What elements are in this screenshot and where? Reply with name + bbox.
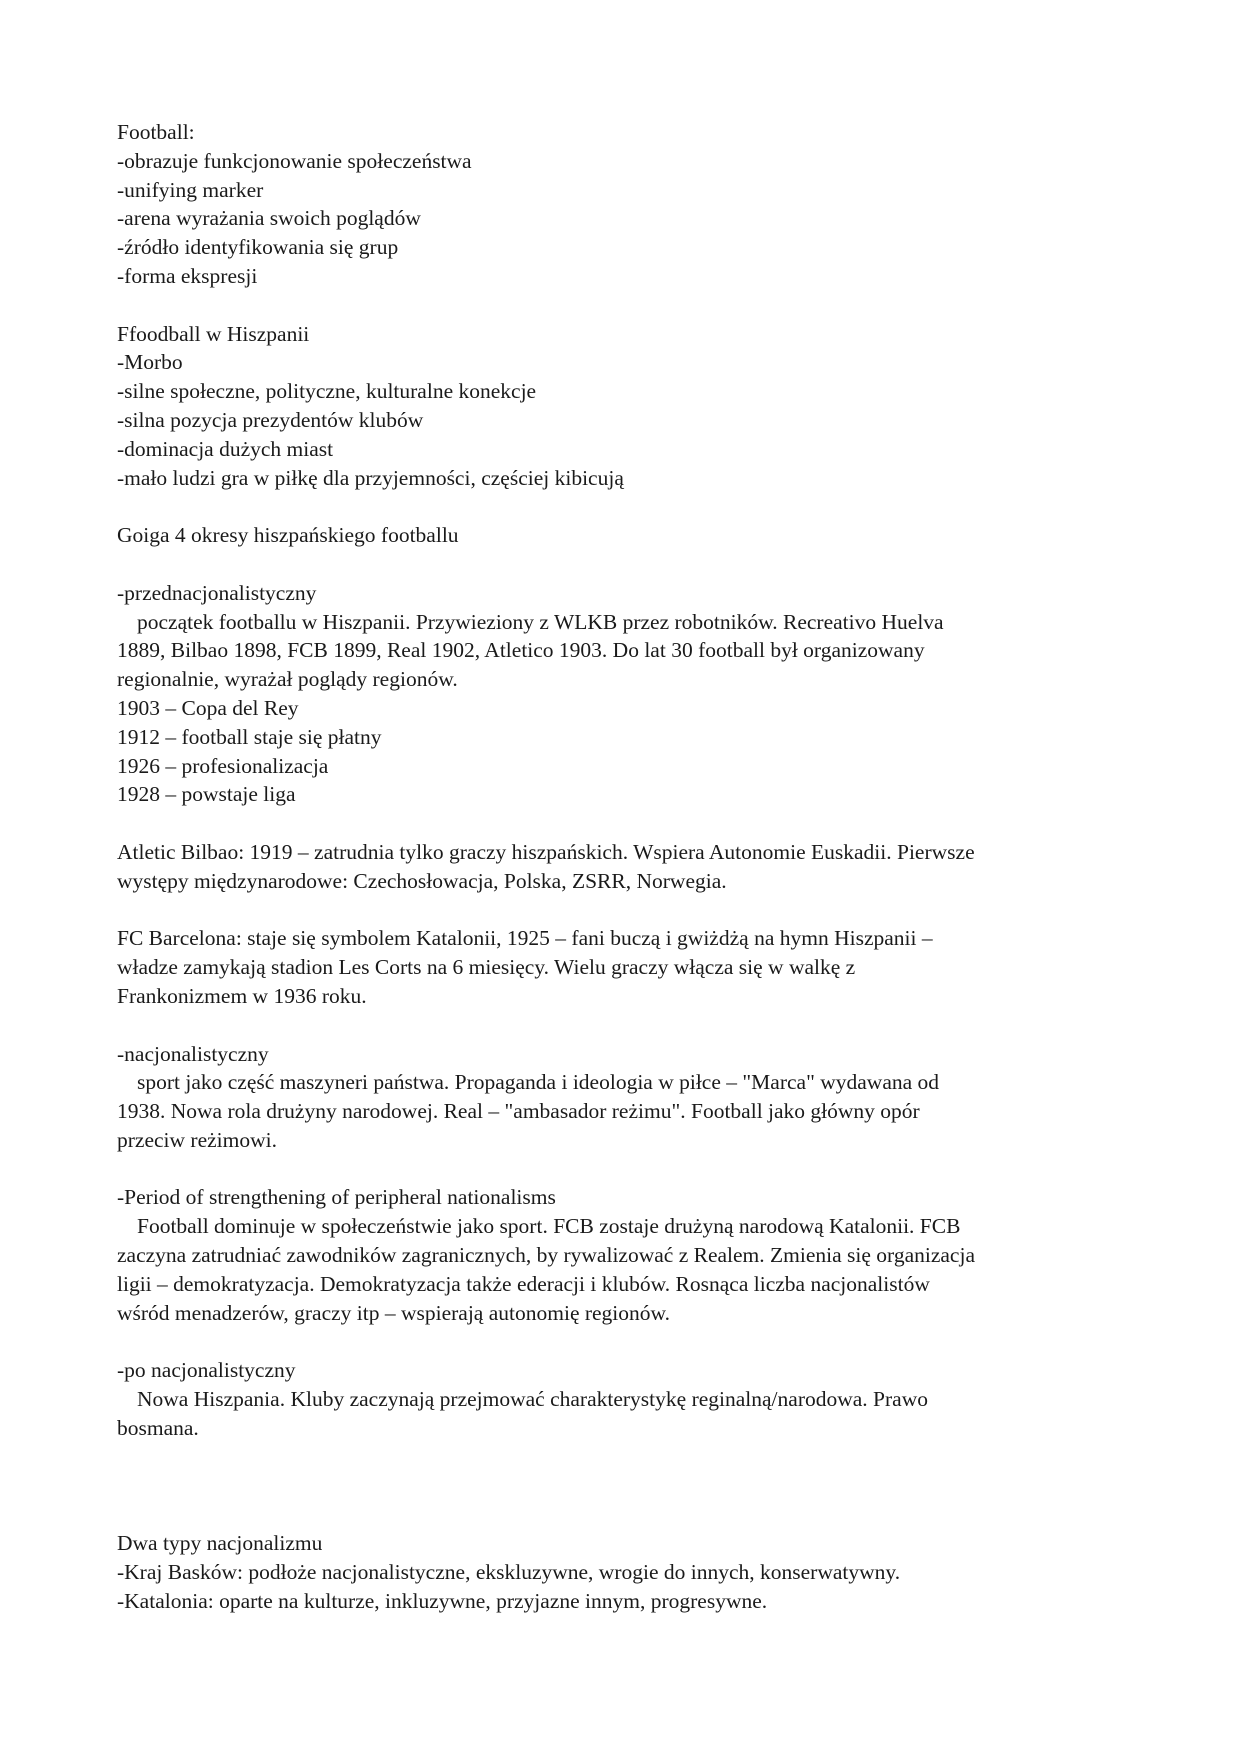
list-item: -dominacja dużych miast bbox=[117, 436, 334, 461]
spacer bbox=[117, 809, 1127, 838]
spacer bbox=[117, 896, 1127, 925]
spacer bbox=[117, 1155, 1127, 1184]
period-heading: -nacjonalistyczny bbox=[117, 1041, 269, 1066]
document-page bbox=[117, 118, 1127, 1615]
paragraph-line: ligii – demokratyzacja. Demokratyzacja także ederacji i klubów. Rosnąca liczba nacjonalistów bbox=[117, 1271, 930, 1296]
periods-title: Goiga 4 okresy hiszpańskiego footballu bbox=[117, 523, 459, 548]
date-item: 1928 – powstaje liga bbox=[117, 782, 296, 807]
list-item: -źródło identyfikowania się grup bbox=[117, 235, 399, 260]
period-heading: -przednacjonalistyczny bbox=[117, 580, 317, 605]
barcelona-paragraph bbox=[117, 924, 1127, 1010]
intro-section bbox=[117, 118, 1127, 291]
paragraph-line: Frankonizmem w 1936 roku. bbox=[117, 983, 367, 1008]
spacer bbox=[117, 492, 1127, 521]
peripheral-section bbox=[117, 1183, 1127, 1327]
list-item: -obrazuje funkcjonowanie społeczeństwa bbox=[117, 148, 472, 173]
list-item: -forma ekspresji bbox=[117, 263, 258, 288]
spain-heading: Ffoodball w Hiszpanii bbox=[117, 321, 310, 346]
paragraph-line: 1889, Bilbao 1898, FCB 1899, Real 1902, Atletico 1903. Do lat 30 football był organizowany bbox=[117, 638, 925, 663]
post-nationalist-section bbox=[117, 1356, 1127, 1442]
paragraph-line: FC Barcelona: staje się symbolem Katalonii, 1925 – fani buczą i gwiżdżą na hymn Hiszpanii – bbox=[117, 926, 933, 951]
period-heading: -Period of strengthening of peripheral nationalisms bbox=[117, 1185, 556, 1210]
spacer bbox=[117, 550, 1127, 579]
period-heading: -po nacjonalistyczny bbox=[117, 1358, 296, 1383]
nationalism-types-section bbox=[117, 1529, 1127, 1615]
spain-section bbox=[117, 320, 1127, 493]
list-item: -mało ludzi gra w piłkę dla przyjemności, częściej kibicują bbox=[117, 465, 624, 490]
spacer bbox=[117, 291, 1127, 320]
list-item: -unifying marker bbox=[117, 177, 264, 202]
list-item: -arena wyrażania swoich poglądów bbox=[117, 206, 421, 231]
spacer bbox=[117, 1327, 1127, 1356]
paragraph-line: bosmana. bbox=[117, 1415, 199, 1440]
paragraph-line: Atletic Bilbao: 1919 – zatrudnia tylko graczy hiszpańskich. Wspiera Autonomie Euskadii. Pierwsze bbox=[117, 839, 975, 864]
intro-heading: Football: bbox=[117, 120, 195, 144]
paragraph-line: władze zamykają stadion Les Corts na 6 miesięcy. Wielu graczy włącza się w walkę z bbox=[117, 955, 856, 980]
paragraph-line: regionalnie, wyrażał poglądy regionów. bbox=[117, 667, 458, 692]
spacer bbox=[117, 1443, 1127, 1501]
list-item: -silne społeczne, polityczne, kulturalne konekcje bbox=[117, 379, 537, 404]
date-item: 1903 – Copa del Rey bbox=[117, 695, 299, 720]
paragraph-line: Football dominuje w społeczeństwie jako sport. FCB zostaje drużyną narodową Katalonii. FCB bbox=[137, 1214, 961, 1239]
paragraph-line: zaczyna zatrudniać zawodników zagranicznych, by rywalizować z Realem. Zmienia się organizacja bbox=[117, 1243, 975, 1268]
pre-nationalist-section bbox=[117, 579, 1127, 809]
paragraph-line: wśród menadzerów, graczy itp – wspierają autonomię regionów. bbox=[117, 1300, 671, 1325]
list-item: -Kraj Basków: podłoże nacjonalistyczne, ekskluzywne, wrogie do innych, konserwatywny. bbox=[117, 1559, 901, 1584]
paragraph-line: przeciw reżimowi. bbox=[117, 1127, 277, 1152]
paragraph-line: początek footballu w Hiszpanii. Przywieziony z WLKB przez robotników. Recreativo Huelva bbox=[137, 609, 944, 634]
spacer bbox=[117, 1011, 1127, 1040]
date-item: 1926 – profesionalizacja bbox=[117, 753, 329, 778]
paragraph-line: występy międzynarodowe: Czechosłowacja, Polska, ZSRR, Norwegia. bbox=[117, 868, 727, 893]
list-item: -Morbo bbox=[117, 350, 183, 375]
date-item: 1912 – football staje się płatny bbox=[117, 724, 382, 749]
list-item: -Katalonia: oparte na kulturze, inkluzywne, przyjazne innym, progresywne. bbox=[117, 1588, 768, 1613]
list-item: -silna pozycja prezydentów klubów bbox=[117, 407, 424, 432]
paragraph-line: sport jako część maszyneri państwa. Propaganda i ideologia w piłce – "Marca" wydawana od bbox=[137, 1070, 940, 1095]
bilbao-paragraph bbox=[117, 838, 1127, 896]
nationalist-section bbox=[117, 1040, 1127, 1155]
paragraph-line: Nowa Hiszpania. Kluby zaczynają przejmować charakterystykę reginalną/narodowa. Prawo bbox=[137, 1387, 928, 1412]
paragraph-line: 1938. Nowa rola drużyny narodowej. Real – "ambasador reżimu". Football jako główny opór bbox=[117, 1099, 920, 1124]
types-heading: Dwa typy nacjonalizmu bbox=[117, 1531, 323, 1556]
spacer bbox=[117, 1500, 1127, 1529]
